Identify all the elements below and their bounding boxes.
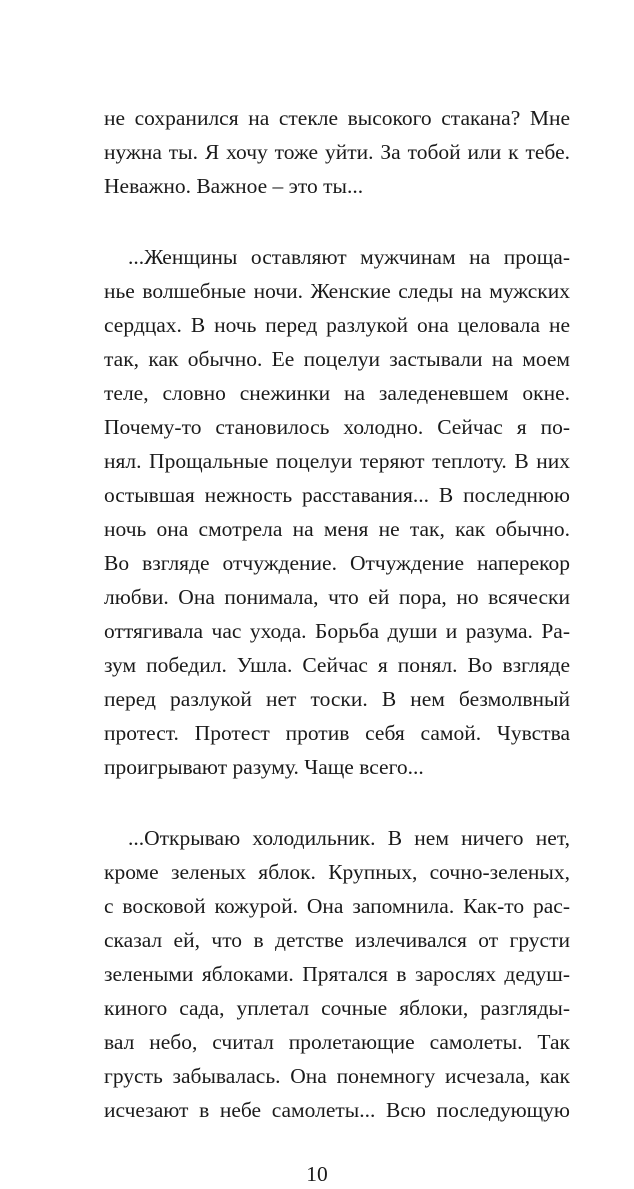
text-line: грусть забывалась. Она понемногу исчезала, как xyxy=(104,1064,570,1088)
text-line: вал небо, считал пролетающие самолеты. Так xyxy=(104,1030,570,1054)
text-line: кроме зеленых яблок. Крупных, сочно-зеленых, xyxy=(104,860,570,884)
text-line: любви. Она понимала, что ей пора, но всячески xyxy=(104,585,570,609)
text-line: Во взгляде отчуждение. Отчуждение наперекор xyxy=(104,551,570,575)
text-line: зелеными яблоками. Прятался в зарослях дедуш- xyxy=(104,962,570,986)
text-line: ...Открываю холодильник. В нем ничего нет, xyxy=(128,826,570,850)
text-line: остывшая нежность расставания... В последнюю xyxy=(104,483,570,507)
text-line: нье волшебные ночи. Женские следы на мужских xyxy=(104,279,570,303)
text-line: Неважно. Важное – это ты... xyxy=(104,174,364,198)
text-line: исчезают в небе самолеты... Всю последующую xyxy=(104,1098,570,1122)
text-line: нял. Прощальные поцелуи теряют теплоту. В них xyxy=(104,449,570,473)
text-line: протест. Протест против себя самой. Чувства xyxy=(104,721,570,745)
page-number: 10 xyxy=(306,1162,328,1186)
text-line: с восковой кожурой. Она запомнила. Как-то рас- xyxy=(104,894,570,918)
text-line: ночь она смотрела на меня не так, как обычно. xyxy=(104,517,570,541)
text-line: сердцах. В ночь перед разлукой она целовала не xyxy=(104,313,570,337)
text-line: ...Женщины оставляют мужчинам на проща- xyxy=(128,245,570,269)
text-line: Почему-то становилось холодно. Сейчас я по- xyxy=(104,415,570,439)
text-line: сказал ей, что в детстве излечивался от грусти xyxy=(104,928,570,952)
text-line: не сохранился на стекле высокого стакана? Мне xyxy=(104,106,570,130)
text-line: теле, словно снежинки на заледеневшем окне. xyxy=(104,381,570,405)
text-line: нужна ты. Я хочу тоже уйти. За тобой или к тебе. xyxy=(104,140,570,164)
text-line: оттягивала час ухода. Борьба души и разума. Ра- xyxy=(104,619,570,643)
text-line: так, как обычно. Ее поцелуи застывали на моем xyxy=(104,347,570,371)
text-line: проигрывают разуму. Чаще всего... xyxy=(104,755,424,779)
text-line: перед разлукой нет тоски. В нем безмолвный xyxy=(104,687,570,711)
text-line: зум победил. Ушла. Сейчас я понял. Во взгляде xyxy=(104,653,570,677)
text-line: киного сада, уплетал сочные яблоки, разгляды- xyxy=(104,996,570,1020)
